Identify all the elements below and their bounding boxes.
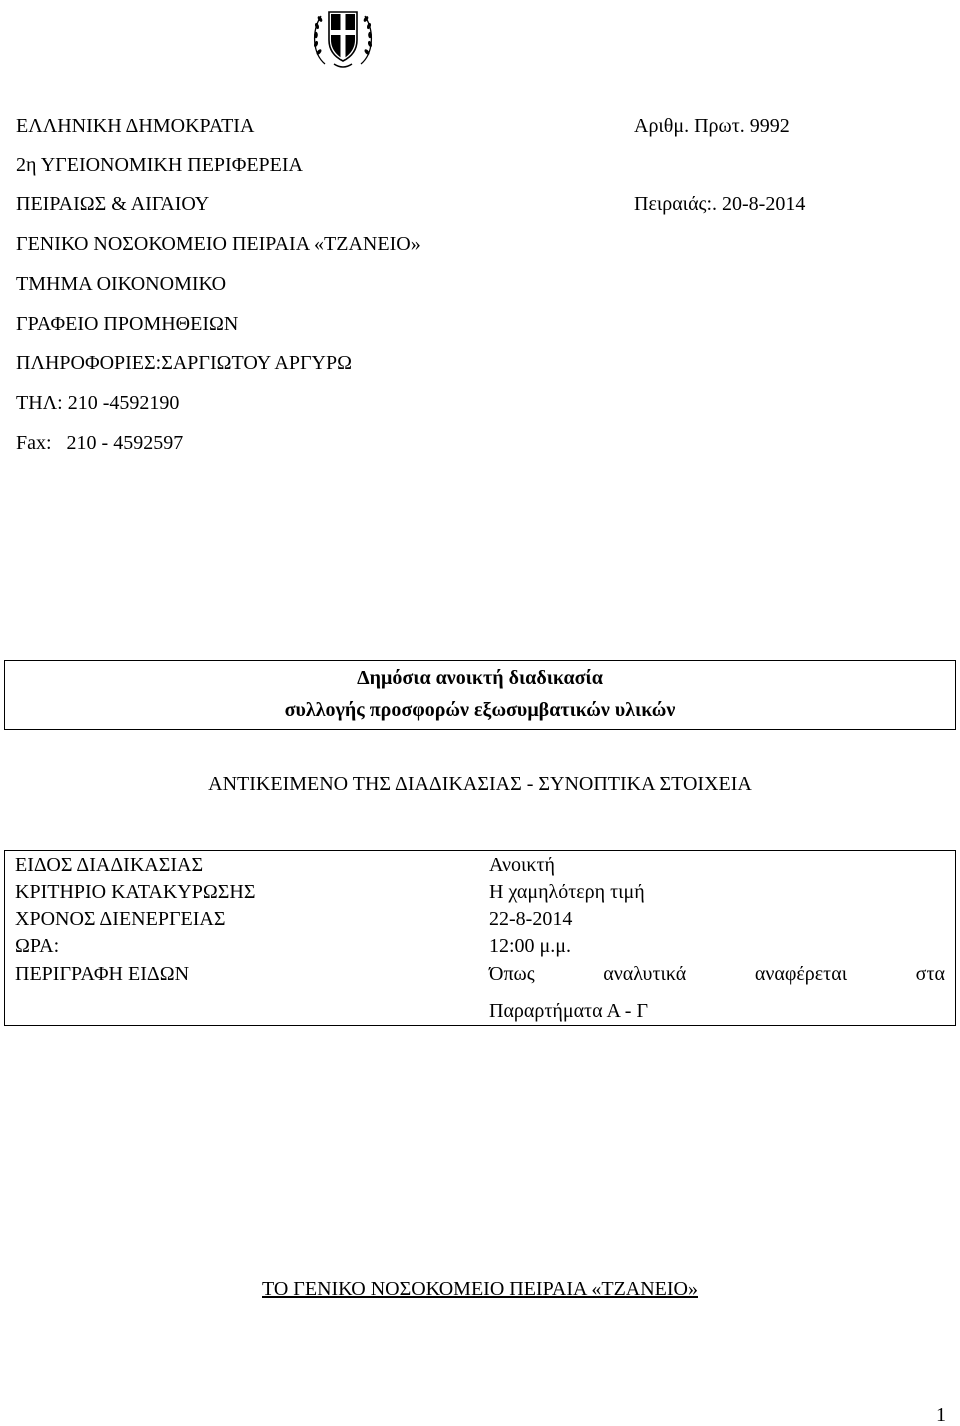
title-box bbox=[4, 660, 956, 730]
header-line-8: ΤΗΛ: 210 -4592190 bbox=[16, 392, 180, 414]
title-line-1: Δημόσια ανοικτή διαδικασία bbox=[357, 667, 603, 689]
detail-label: ΕΙΔΟΣ ΔΙΑΔΙΚΑΣΙΑΣ bbox=[15, 854, 204, 876]
details-box bbox=[4, 850, 956, 1026]
header-line-1: ΕΛΛΗΝΙΚΗ ΔΗΜΟΚΡΑΤΙΑ bbox=[16, 115, 255, 137]
detail-value: Η χαμηλότερη τιμή bbox=[489, 881, 645, 903]
detail-value-line-2: Παραρτήματα Α - Γ bbox=[489, 1000, 649, 1022]
detail-value: 12:00 μ.μ. bbox=[489, 935, 572, 957]
header-line-2: 2η ΥΓΕΙΟΝΟΜΙΚΗ ΠΕΡΙΦΕΡΕΙΑ bbox=[16, 154, 303, 176]
page-number: 1 bbox=[936, 1404, 946, 1426]
header-line-9: Fax: 210 - 4592597 bbox=[16, 432, 184, 454]
detail-label: ΚΡΙΤΗΡΙΟ ΚΑΤΑΚΥΡΩΣΗΣ bbox=[15, 881, 256, 903]
header-line-3: ΠΕΙΡΑΙΩΣ & ΑΙΓΑΙΟΥ bbox=[16, 193, 210, 215]
detail-label: ΩΡΑ: bbox=[15, 935, 60, 957]
greek-coat-of-arms-icon bbox=[307, 2, 379, 74]
detail-value: Ανοικτή bbox=[489, 854, 555, 876]
detail-value bbox=[489, 962, 945, 986]
detail-value-word: Όπως bbox=[489, 963, 535, 985]
detail-value-word: αναφέρεται bbox=[754, 963, 848, 985]
header-line-6: ΓΡΑΦΕΙΟ ΠΡΟΜΗΘΕΙΩΝ bbox=[16, 313, 239, 335]
header-line-7: ΠΛΗΡΟΦΟΡΙΕΣ:ΣΑΡΓΙΩΤΟΥ ΑΡΓΥΡΩ bbox=[16, 352, 352, 374]
detail-label: ΧΡΟΝΟΣ ΔΙΕΝΕΡΓΕΙΑΣ bbox=[15, 908, 226, 930]
protocol-number: Αριθμ. Πρωτ. 9992 bbox=[634, 115, 790, 137]
header-line-5: ΤΜΗΜΑ ΟΙΚΟΝΟΜΙΚΟ bbox=[16, 273, 227, 295]
detail-value-word: στα bbox=[915, 963, 945, 985]
title-line-2: συλλογής προσφορών εξωσυμβατικών υλικών bbox=[284, 699, 676, 721]
place-date: Πειραιάς:. 20-8-2014 bbox=[634, 193, 806, 215]
header-line-4: ΓΕΝΙΚΟ ΝΟΣΟΚΟΜΕΙΟ ΠΕΙΡΑΙΑ «ΤΖΑΝΕΙΟ» bbox=[16, 233, 421, 255]
subject-heading: ΑΝΤΙΚΕΙΜΕΝΟ ΤΗΣ ΔΙΑΔΙΚΑΣΙΑΣ - ΣΥΝΟΠΤΙΚΑ ΣΤΟΙΧΕΙΑ bbox=[208, 773, 752, 795]
detail-value: 22-8-2014 bbox=[489, 908, 573, 930]
detail-value-word: αναλυτικά bbox=[603, 963, 687, 985]
signature-line: ΤΟ ΓΕΝΙΚΟ ΝΟΣΟΚΟΜΕΙΟ ΠΕΙΡΑΙΑ «ΤΖΑΝΕΙΟ» bbox=[262, 1278, 698, 1300]
detail-label: ΠΕΡΙΓΡΑΦΗ ΕΙΔΩΝ bbox=[15, 963, 190, 985]
